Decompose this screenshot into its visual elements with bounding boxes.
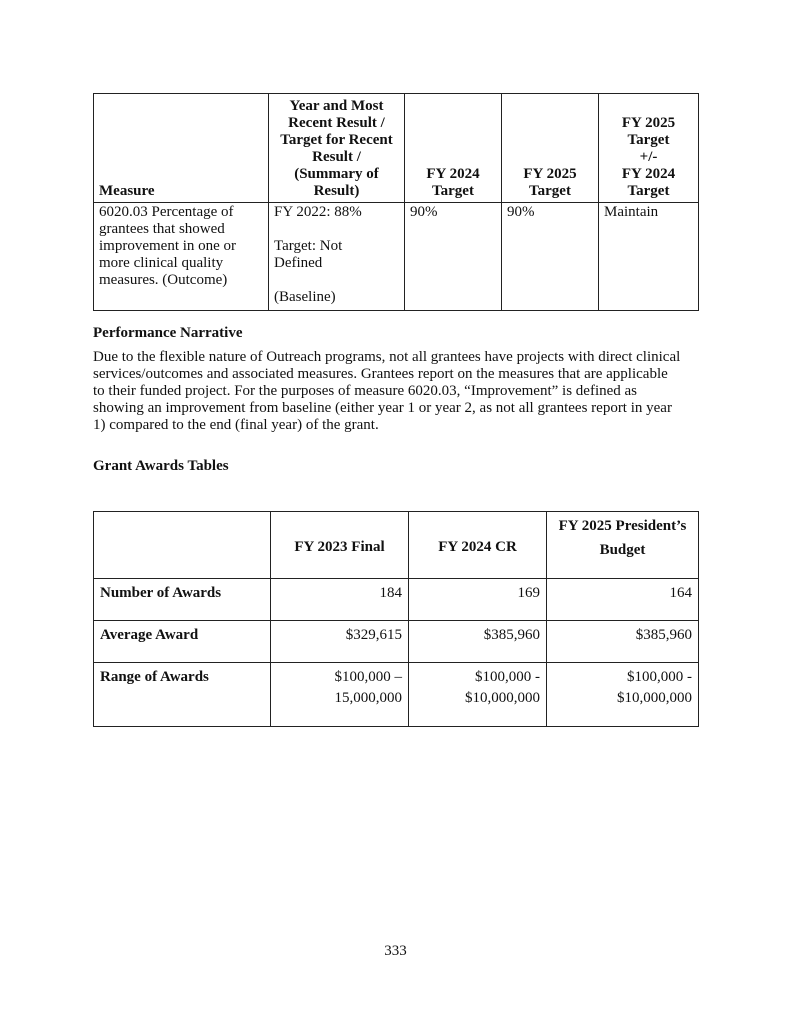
text-line: $10,000,000 <box>465 690 540 706</box>
measure-cell <box>94 203 269 311</box>
cell <box>409 621 547 663</box>
text-line: +/- <box>639 149 658 165</box>
text-line: showing an improvement from baseline (either year 1 or year 2, as not all grantees report in year <box>93 400 672 416</box>
text-line: Target: Not <box>274 238 343 254</box>
text-line: $385,960 <box>483 627 540 643</box>
cell <box>271 621 409 663</box>
text-line: $385,960 <box>635 627 692 643</box>
text-line: Target <box>627 183 670 199</box>
text-line: 169 <box>517 585 540 601</box>
cell <box>271 579 409 621</box>
table-row <box>94 621 699 663</box>
header-row <box>94 94 699 203</box>
page-number: 333 <box>384 943 407 959</box>
fy2024-target-cell: 90% <box>405 203 502 311</box>
performance-narrative-text <box>93 349 713 434</box>
row-label: Number of Awards <box>94 579 271 621</box>
cell <box>271 663 409 727</box>
fy2025-target-cell: 90% <box>502 203 599 311</box>
header-fy2023-final: FY 2023 Final <box>271 512 409 579</box>
text-line: Target <box>432 183 474 199</box>
header-fy2024-cr: FY 2024 CR <box>409 512 547 579</box>
performance-narrative-heading: Performance Narrative <box>93 325 243 341</box>
text-line: Result) <box>313 183 360 199</box>
header-row <box>94 512 699 579</box>
cell <box>547 663 699 727</box>
text-line: Defined <box>274 255 323 271</box>
text-line: services/outcomes and associated measures. Grantees report on the measures that are applicable <box>93 366 668 382</box>
performance-measure-table <box>93 93 699 311</box>
header-blank <box>94 512 271 579</box>
grant-awards-heading: Grant Awards Tables <box>93 458 229 474</box>
cell <box>409 663 547 727</box>
header-recent-result <box>269 94 405 203</box>
result-cell <box>269 203 405 311</box>
text-line: Result / <box>312 149 361 165</box>
summary-text: (Baseline) <box>274 289 336 305</box>
target-text <box>274 238 399 272</box>
text-line: 184 <box>379 585 402 601</box>
text-line: grantees that showed <box>99 221 225 237</box>
text-line: FY 2024 <box>621 166 676 182</box>
header-target-change <box>599 94 699 203</box>
text-line: improvement in one or <box>99 238 237 254</box>
text-line: Target for Recent <box>280 132 393 148</box>
text-line: FY 2025 <box>523 166 577 182</box>
grant-awards-table <box>93 511 699 727</box>
text-line: $100,000 - <box>475 669 540 685</box>
text-line: Target <box>627 132 670 148</box>
text-line: $100,000 - <box>627 669 692 685</box>
text-line: Due to the flexible nature of Outreach programs, not all grantees have projects with direct clinical <box>93 349 681 365</box>
text-line: $329,615 <box>345 627 402 643</box>
text-line: Recent Result / <box>288 115 385 131</box>
row-label: Average Award <box>94 621 271 663</box>
text-line: FY 2024 <box>426 166 480 182</box>
table-row <box>94 663 699 727</box>
cell <box>547 579 699 621</box>
text-line: 1) compared to the end (final year) of the grant. <box>93 417 379 433</box>
header-fy2025-target <box>502 94 599 203</box>
table-row <box>94 203 699 311</box>
text-line: 164 <box>669 585 692 601</box>
header-fy2024-target <box>405 94 502 203</box>
text-line: Year and Most <box>289 98 384 114</box>
header-measure <box>94 94 269 203</box>
row-label: Range of Awards <box>94 663 271 727</box>
cell <box>409 579 547 621</box>
text-line: to their funded project. For the purposes of measure 6020.03, “Improvement” is defined as <box>93 383 638 399</box>
result-value: FY 2022: 88% <box>274 204 362 220</box>
text-line: Measure <box>99 183 155 199</box>
text-line: (Summary of <box>294 166 379 182</box>
text-line: 15,000,000 <box>334 690 402 706</box>
header-fy2025-budget: FY 2025 President’s Budget <box>547 512 699 579</box>
text-line: Target <box>529 183 571 199</box>
table-row <box>94 579 699 621</box>
text-line: more clinical quality <box>99 255 224 271</box>
change-cell: Maintain <box>599 203 699 311</box>
text-line: measures. (Outcome) <box>99 272 228 288</box>
text-line: $100,000 – <box>334 669 402 685</box>
text-line: $10,000,000 <box>617 690 692 706</box>
text-line: 6020.03 Percentage of <box>99 204 234 220</box>
cell <box>547 621 699 663</box>
text-line: FY 2025 <box>621 115 676 131</box>
